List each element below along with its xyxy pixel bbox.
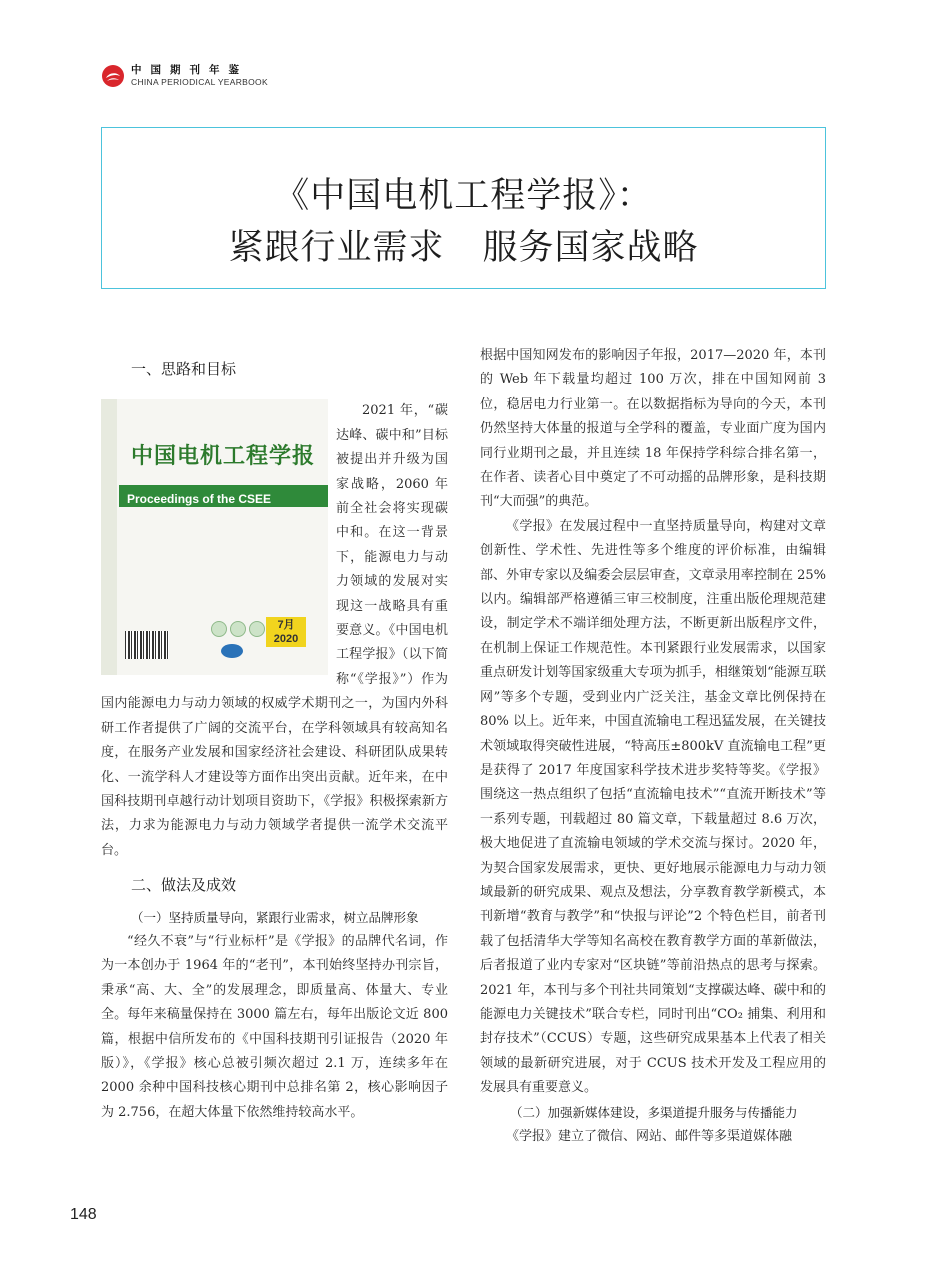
subsection-heading-2: （二）加强新媒体建设，多渠道提升服务与传播能力	[510, 1104, 798, 1120]
section-heading-1: 一、思路和目标	[131, 360, 237, 378]
page-number: 148	[70, 1206, 97, 1223]
running-header	[101, 62, 361, 92]
journal-cover-image	[101, 399, 328, 675]
cover-title: 中国电机工程学报	[131, 444, 316, 470]
barcode-icon	[125, 631, 169, 659]
publisher-logo-icon	[221, 644, 243, 658]
cover-issue-badge	[266, 617, 306, 647]
article-title-line-1: 《中国电机工程学报》：	[274, 176, 653, 216]
paragraph: “经久不衰”与“行业标杆”是《学报》的品牌代名词，作为一本创办于 1964 年的“老刊”，本刊始终坚持办刊宗旨，秉承“高、大、全”的发展理念，即质量高、体量大、专业全。每年来稿量保持在 3000 篇左右，每年出版论文近 800 篇，根据中信所发布的《中国科技期刊引证报告（2020 年版）》，《学报》核心总被引频次超过 2.1 万，连续多年在 2000 余种中国科技核心期刊中总排名第 2，核心影响因子为 2.756，在超大体量下依然维持较高水平。	[101, 933, 448, 1120]
paragraph: 2021 年，“碳达峰、碳中和”目标被提出并升级为国家战略，2060 年前全社会将实现碳中和。在这一背景下，能源电力与动力领域的发展对实现这一战略具有重要意义。《中国电机工程学报》（以下简称“《学报》”）作为国内能源电力与动力领域的权威学术期刊之一，为国内外科研工作者提供了广阔的交流平台，在学科领域具有较高知名度，在服务产业发展和国家经济社会建设、科研团队成果转化、一流学科人才建设等方面作出突出贡献。近年来，在中国科技期刊卓越行动计划项目资助下，《学报》积极探索新方法，力求为能源电力与动力领域学者提供一流学术交流平台。	[101, 403, 448, 858]
article-title-box	[101, 127, 826, 289]
left-column	[101, 357, 448, 1125]
yearbook-logo-icon	[101, 64, 125, 88]
title-part-a: 紧跟行业需求	[228, 228, 445, 268]
paragraph: 《学报》在发展过程中一直坚持质量导向，构建对文章创新性、学术性、先进性等多个维度的评价标准，由编辑部、外审专家以及编委会层层审查，文章录用率控制在 25% 以内。编辑部严格遵循三审三校制度，注重出版伦理规范建设，制定学术不端详细处理方法，不断更新出版程序文件，在机制上保证工作规范性。本刊紧跟行业发展需求，以国家重点研发计划等国家级重大专项为抓手，相继策划“能源互联网”等多个专题，受到业内广泛关注，基金文章比例保持在 80% 以上。近年来，中国直流输电工程迅猛发展，在关键技术领域取得突破性进展，“特高压±800kV 直流输电工程”更是获得了 2017 年度国家科学技术进步奖特等奖。《学报》围绕这一热点组织了包括“直流输电技术”“直流开断技术”等一系列专题，刊载超过 80 篇文章，下载量超过 8.6 万次，极大地促进了直流输电领域的学术交流与探讨。2020 年，为契合国家发展需求，更快、更好地展示能源电力与动力领域最新的研究成果、观点及想法，分享教育教学新模式，本刊新增“教育与教学”和“快报与评论”2 个特色栏目，前者刊载了包括清华大学等知名高校在教育教学方面的革新做法，后者报道了业内专家对“区块链”等前沿热点的思考与探索。2021 年，本刊与多个刊社共同策划“支撑碳达峰、碳中和的能源电力关键技术”联合专栏，同时刊出“CO₂ 捕集、利用和封存技术”（CCUS）专题，这些研究成果基本上代表了相关领域的最新研究进展，对于 CCUS 技术开发及工程应用的发展具有重要意义。	[480, 518, 826, 1096]
cover-badge-year: 2020	[273, 633, 299, 646]
paragraph: 根据中国知网发布的影响因子年报，2017—2020 年，本刊的 Web 年下载量均超过 100 万次，排在中国知网前 3 位，稳居电力行业第一。在以数据指标为导向的今天，本刊仍然坚持大体量的报道与全学科的覆盖，专业面广度为国内同行业期刊之最，并且连续 18 年保持学科综合排名第一，在作者、读者心目中奠定了不可动摇的品牌形象，是科技期刊“大而强”的典范。	[480, 348, 826, 510]
paragraph: 《学报》建立了微信、网站、邮件等多渠道媒体融	[506, 1129, 793, 1144]
article-title-line-2	[102, 220, 825, 270]
cover-badge-month: 7月	[277, 619, 295, 632]
subsection-heading-1: （一）坚持质量导向，紧跟行业需求，树立品牌形象	[131, 909, 419, 925]
cover-english-title: Proceedings of the CSEE	[127, 492, 272, 507]
section-heading-2: 二、做法及成效	[131, 876, 237, 895]
cover-spine	[101, 399, 117, 675]
brand-english: CHINA PERIODICAL YEARBOOK	[131, 77, 268, 87]
title-part-b: 服务国家战略	[482, 228, 699, 268]
right-column	[480, 344, 826, 1149]
brand-chinese: 中国期刊年鉴	[131, 64, 248, 76]
